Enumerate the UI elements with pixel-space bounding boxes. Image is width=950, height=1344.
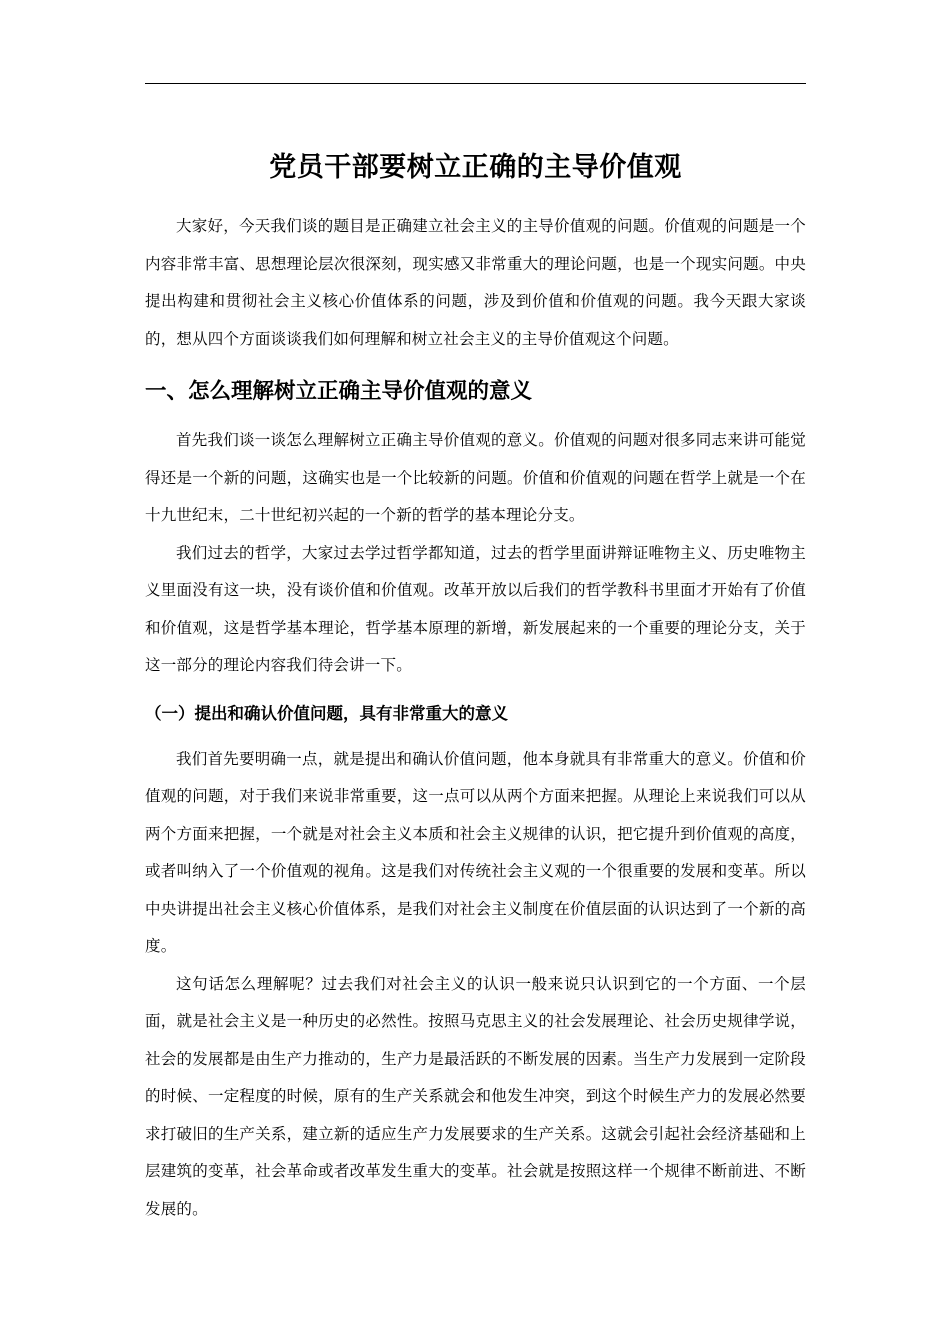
header-rule [145,83,806,84]
intro-paragraph: 大家好，今天我们谈的题目是正确建立社会主义的主导价值观的问题。价值观的问题是一个内容非常丰富、思想理论层次很深刻，现实感又非常重大的理论问题，也是一个现实问题。中央提出构建和贯彻社会主义核心价值体系的问题，涉及到价值和价值观的问题。我今天跟大家谈的，想从四个方面谈谈我们如何理解和树立社会主义的主导价值观这个问题。 [145,217,806,348]
section-1-heading: 一、怎么理解树立正确主导价值观的意义 [145,379,533,404]
body-paragraph: 首先我们谈一谈怎么理解树立正确主导价值观的意义。价值观的问题对很多同志来讲可能觉得还是一个新的问题，这确实也是一个比较新的问题。价值和价值观的问题在哲学上就是一个在十九世纪末，二十世纪初兴起的一个新的哲学的基本理论分支。 [145,431,806,524]
document-title: 党员干部要树立正确的主导价值观 [269,152,682,183]
body-paragraph: 我们过去的哲学，大家过去学过哲学都知道，过去的哲学里面讲辩证唯物主义、历史唯物主义里面没有这一块，没有谈价值和价值观。改革开放以后我们的哲学教科书里面才开始有了价值和价值观，这是哲学基本理论，哲学基本原理的新增，新发展起来的一个重要的理论分支，关于这一部分的理论内容我们待会讲一下。 [145,543,806,674]
document-body [145,140,806,1228]
body-paragraph: 这句话怎么理解呢？过去我们对社会主义的认识一般来说只认识到它的一个方面、一个层面，就是社会主义是一种历史的必然性。按照马克思主义的社会发展理论、社会历史规律学说，社会的发展都是由生产力推动的，生产力是最活跃的不断发展的因素。当生产力发展到一定阶段的时候、一定程度的时候，原有的生产关系就会和他发生冲突，到这个时候生产力的发展必然要求打破旧的生产关系，建立新的适应生产力发展要求的生产关系。这就会引起社会经济基础和上层建筑的变革，社会革命或者改革发生重大的变革。社会就是按照这样一个规律不断前进、不断发展的。 [145,974,806,1218]
subsection-1-heading: （一）提出和确认价值问题，具有非常重大的意义 [145,703,508,723]
body-paragraph: 我们首先要明确一点，就是提出和确认价值问题，他本身就具有非常重大的意义。价值和价值观的问题，对于我们来说非常重要，这一点可以从两个方面来把握。从理论上来说我们可以从两个方面来把握，一个就是对社会主义本质和社会主义规律的认识，把它提升到价值观的高度，或者叫纳入了一个价值观的视角。这是我们对传统社会主义观的一个很重要的发展和变革。所以中央讲提出社会主义核心价值体系，是我们对社会主义制度在价值层面的认识达到了一个新的高度。 [145,749,806,955]
